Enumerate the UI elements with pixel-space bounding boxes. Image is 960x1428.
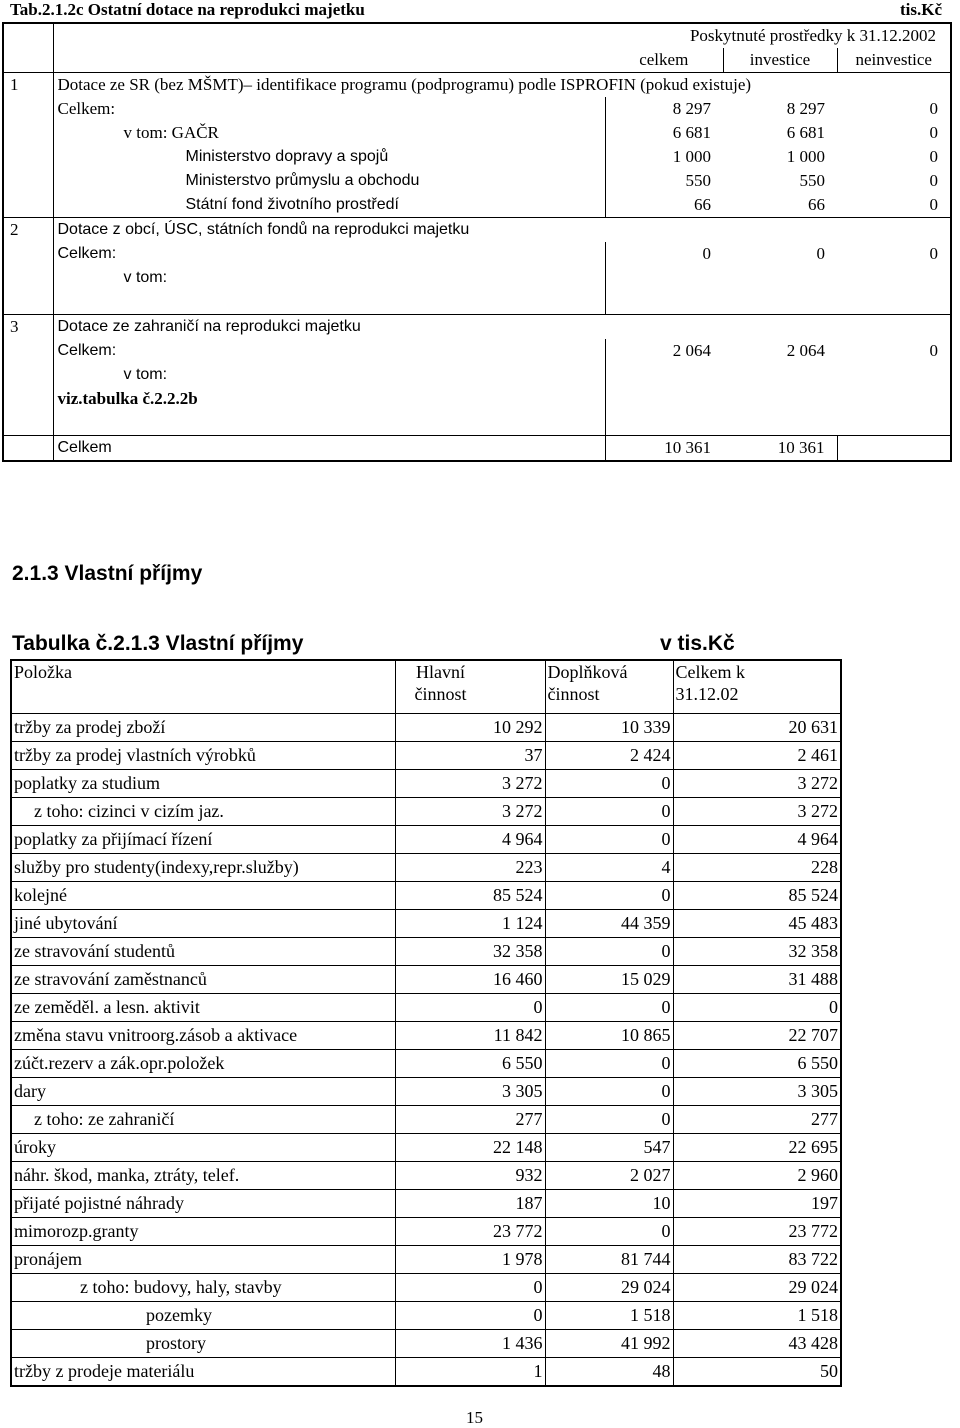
table1-body [3, 23, 951, 461]
table2-cell-hlavni: 22 148 [395, 1134, 545, 1162]
table2-cell-doplnkova: 41 992 [545, 1330, 673, 1358]
table1-row-number [3, 193, 53, 218]
table1-row [3, 290, 951, 315]
table1-cell-celkem [605, 266, 723, 290]
table2-row-label: z toho: budovy, haly, stavby [11, 1274, 395, 1302]
table1-cell-neinvestice: 0 [929, 99, 938, 118]
table2-col-doplnkova-label: Doplňková činnost [547, 662, 628, 704]
table1-row-number: 3 [3, 315, 53, 340]
table1-cell-celkem: 8 297 [605, 97, 723, 121]
table1-cell-investice: 2 064 [786, 341, 825, 360]
table1-row [3, 266, 951, 290]
table2-header-row [11, 660, 841, 714]
table2-row-label: tržby za prodej zboží [11, 714, 395, 742]
table2-row-label: pozemky [11, 1302, 395, 1330]
table1-row-label: v tom: [53, 266, 605, 290]
table1-cell-celkem: 0 [605, 242, 723, 266]
table1-row-label: Celkem: [53, 97, 605, 121]
table2-row-label: tržby za prodej vlastních výrobků [11, 742, 395, 770]
table2-cell-hlavni: 10 292 [395, 714, 545, 742]
table1-cell-investice [723, 411, 837, 436]
table1-row [3, 145, 951, 169]
table2-row-label: zúčt.rezerv a zák.opr.položek [11, 1050, 395, 1078]
table2-row [11, 882, 841, 910]
table2-cell-celkem: 31 488 [673, 966, 841, 994]
table1-cell-neinvestice [837, 387, 951, 411]
table2-cell-hlavni: 1 436 [395, 1330, 545, 1358]
table2-row [11, 1302, 841, 1330]
table1-row [3, 193, 951, 218]
table2-cell-doplnkova: 0 [545, 938, 673, 966]
table2-cell-doplnkova: 48 [545, 1358, 673, 1387]
table1-cell-investice: 8 297 [786, 99, 825, 118]
table2-cell-celkem: 22 695 [673, 1134, 841, 1162]
table1-col-celkem: celkem [605, 48, 723, 73]
table1-row [3, 218, 951, 243]
table2-row [11, 1190, 841, 1218]
table2-cell-celkem: 0 [673, 994, 841, 1022]
table1-cell-celkem [605, 387, 723, 411]
table2-cell-celkem: 1 518 [673, 1302, 841, 1330]
table1-cell-celkem: 550 [605, 169, 723, 193]
table2-row-label: služby pro studenty(indexy,repr.služby) [11, 854, 395, 882]
table1-row [3, 121, 951, 145]
table1-cell-neinvestice: 0 [929, 195, 938, 214]
table1-row [3, 242, 951, 266]
table2-row [11, 1218, 841, 1246]
table1-header-row-cols [3, 48, 951, 73]
table2-row-label: změna stavu vnitroorg.zásob a aktivace [11, 1022, 395, 1050]
table2-cell-hlavni: 223 [395, 854, 545, 882]
section-heading: 2.1.3 Vlastní příjmy [12, 562, 203, 585]
table2-col-celkem-label: Celkem k 31.12.02 [675, 662, 745, 704]
table1-cell-celkem: 2 064 [605, 339, 723, 363]
table2-cell-doplnkova: 1 518 [545, 1302, 673, 1330]
table2-col-doplnkova [545, 660, 673, 714]
table1-row-number [3, 169, 53, 193]
table2-cell-hlavni: 187 [395, 1190, 545, 1218]
table2-cell-celkem: 29 024 [673, 1274, 841, 1302]
table2-title: Tabulka č.2.1.3 Vlastní příjmy [12, 632, 304, 655]
table2-row [11, 742, 841, 770]
table2-cell-hlavni: 0 [395, 1274, 545, 1302]
table1-col-neinvestice: neinvestice [837, 48, 951, 73]
table2-cell-doplnkova: 44 359 [545, 910, 673, 938]
table2-row-label: z toho: cizinci v cizím jaz. [11, 798, 395, 826]
table2-row [11, 798, 841, 826]
table2-row [11, 1050, 841, 1078]
table2-cell-doplnkova: 0 [545, 1078, 673, 1106]
table2-row [11, 1134, 841, 1162]
table2-unit: v tis.Kč [660, 632, 735, 655]
table1-row [3, 73, 951, 98]
table2-cell-doplnkova: 10 865 [545, 1022, 673, 1050]
table2-cell-hlavni: 932 [395, 1162, 545, 1190]
table2-cell-doplnkova: 547 [545, 1134, 673, 1162]
table2-row [11, 714, 841, 742]
table2-cell-hlavni: 3 272 [395, 770, 545, 798]
table2-cell-hlavni: 1 978 [395, 1246, 545, 1274]
table2-cell-doplnkova: 10 [545, 1190, 673, 1218]
table2-cell-doplnkova: 0 [545, 882, 673, 910]
table1-cell-neinvestice [837, 363, 951, 387]
table2-cell-celkem: 3 305 [673, 1078, 841, 1106]
table1-cell-celkem [605, 363, 723, 387]
table1-row-label: Celkem: [53, 339, 605, 363]
table2-row-label: tržby z prodeje materiálu [11, 1358, 395, 1387]
table2-row-label: ze stravování studentů [11, 938, 395, 966]
table2-row-label: mimorozp.granty [11, 1218, 395, 1246]
table1-row-label: v tom: [53, 363, 605, 387]
table2-cell-hlavni: 32 358 [395, 938, 545, 966]
table2-row [11, 854, 841, 882]
table1-row [3, 387, 951, 411]
table2-cell-hlavni: 0 [395, 994, 545, 1022]
table2-cell-hlavni: 85 524 [395, 882, 545, 910]
table1-cell-investice [723, 387, 837, 411]
table1-cell-investice: 550 [799, 171, 825, 190]
table1-cell-celkem: 10 361 [605, 436, 723, 462]
table2-cell-celkem: 32 358 [673, 938, 841, 966]
table1-col-investice: investice [723, 48, 837, 73]
table1-cell-neinvestice: 0 [929, 171, 938, 190]
table1-row [3, 169, 951, 193]
table1-row-number: 2 [3, 218, 53, 243]
table1-cell-celkem [605, 290, 723, 315]
table2-cell-celkem: 228 [673, 854, 841, 882]
table2-cell-celkem: 2 461 [673, 742, 841, 770]
table1-cell-neinvestice: 0 [929, 147, 938, 166]
table2-cell-hlavni: 37 [395, 742, 545, 770]
table1-cell-celkem: 66 [605, 193, 723, 218]
table2-row-label: úroky [11, 1134, 395, 1162]
table1-caption [8, 0, 950, 22]
table2-head [11, 660, 841, 714]
table2-cell-hlavni: 11 842 [395, 1022, 545, 1050]
table2-cell-doplnkova: 4 [545, 854, 673, 882]
table1-cell-investice: 10 361 [723, 436, 837, 462]
table2-row [11, 1162, 841, 1190]
table2-cell-celkem: 277 [673, 1106, 841, 1134]
table1-row-label: Dotace ze zahraničí na reprodukci majetku [53, 315, 951, 340]
table1-header-provided: Poskytnuté prostředky k 31.12.2002 [689, 26, 936, 45]
table1-row-number [3, 290, 53, 315]
table2-cell-hlavni: 16 460 [395, 966, 545, 994]
table1-cell-investice [723, 290, 837, 315]
table2-cell-doplnkova: 0 [545, 1050, 673, 1078]
table2-row-label: ze stravování zaměstnanců [11, 966, 395, 994]
table2-cell-hlavni: 3 272 [395, 798, 545, 826]
table2-cell-celkem: 4 964 [673, 826, 841, 854]
table1-cell-investice: 6 681 [786, 123, 825, 142]
table2-cell-doplnkova: 0 [545, 826, 673, 854]
table2-cell-doplnkova: 0 [545, 770, 673, 798]
table2-cell-celkem: 22 707 [673, 1022, 841, 1050]
table1-row-number [3, 242, 53, 266]
table2-row [11, 938, 841, 966]
table1-row [3, 411, 951, 436]
table2-row-label: dary [11, 1078, 395, 1106]
table1-row-number [3, 339, 53, 363]
table2-cell-hlavni: 1 [395, 1358, 545, 1387]
page-number: 15 [466, 1408, 483, 1427]
table2-cell-celkem: 197 [673, 1190, 841, 1218]
table2-cell-doplnkova: 10 339 [545, 714, 673, 742]
table2-cell-celkem: 20 631 [673, 714, 841, 742]
table2-cell-doplnkova: 0 [545, 798, 673, 826]
table2-row-label: poplatky za přijímací řízení [11, 826, 395, 854]
table1-row-number [3, 145, 53, 169]
table1-cell-investice: 1 000 [786, 147, 825, 166]
table1-row [3, 97, 951, 121]
table2-cell-celkem: 6 550 [673, 1050, 841, 1078]
table1-cell-celkem [605, 411, 723, 436]
table1-cell-investice: 0 [816, 244, 825, 263]
table1-row-number [3, 436, 53, 462]
table2-row-label: kolejné [11, 882, 395, 910]
table2-col-hlavni [395, 660, 545, 714]
table2-cell-doplnkova: 0 [545, 1106, 673, 1134]
table2-cell-doplnkova: 0 [545, 994, 673, 1022]
table2-cell-hlavni: 277 [395, 1106, 545, 1134]
table1-row-number [3, 97, 53, 121]
table1-row-number [3, 266, 53, 290]
table2-cell-doplnkova: 2 424 [545, 742, 673, 770]
table1-row [3, 436, 951, 462]
table2-col-celkem [673, 660, 841, 714]
table2-cell-doplnkova: 0 [545, 1218, 673, 1246]
table2-cell-celkem: 83 722 [673, 1246, 841, 1274]
table2-col-hlavni-label: Hlavní činnost [414, 662, 467, 704]
table2-row-label: z toho: ze zahraničí [11, 1106, 395, 1134]
table2-row [11, 1330, 841, 1358]
table1-cell-investice [723, 266, 837, 290]
table2-cell-celkem: 3 272 [673, 798, 841, 826]
table1-row-label: Celkem [53, 436, 605, 462]
table1-row-number [3, 121, 53, 145]
table2-row-label: pronájem [11, 1246, 395, 1274]
table2-row [11, 1078, 841, 1106]
table2-row [11, 994, 841, 1022]
table1-row [3, 363, 951, 387]
table1-row-label: Dotace z obcí, ÚSC, státních fondů na reprodukci majetku [53, 218, 951, 243]
table2-cell-doplnkova: 81 744 [545, 1246, 673, 1274]
table2-row [11, 1246, 841, 1274]
table2-cell-hlavni: 23 772 [395, 1218, 545, 1246]
table1-row-label: Celkem: [53, 242, 605, 266]
table2-row-label: náhr. škod, manka, ztráty, telef. [11, 1162, 395, 1190]
table1-row-number [3, 387, 53, 411]
table1-row-label: Ministerstvo průmyslu a obchodu [53, 169, 605, 193]
table2-row [11, 1022, 841, 1050]
table2-row [11, 910, 841, 938]
table2-cell-celkem: 45 483 [673, 910, 841, 938]
table1-unit: tis.Kč [899, 0, 942, 19]
table1-header-row-top [3, 23, 951, 48]
table2-cell-celkem: 2 960 [673, 1162, 841, 1190]
table2-cell-celkem: 85 524 [673, 882, 841, 910]
table2-row-label: ze zeměděl. a lesn. aktivit [11, 994, 395, 1022]
table1-cell-investice: 66 [808, 195, 825, 214]
table1-row-label [53, 290, 605, 315]
table1-cell-celkem: 1 000 [605, 145, 723, 169]
table2-row [11, 826, 841, 854]
table2-row [11, 1358, 841, 1387]
table1-row [3, 339, 951, 363]
table2-row [11, 966, 841, 994]
table1-cell-celkem: 6 681 [605, 121, 723, 145]
table2-row-label: jiné ubytování [11, 910, 395, 938]
table2-col-polozka: Položka [11, 660, 395, 714]
table2-cell-doplnkova: 15 029 [545, 966, 673, 994]
table1-cell-neinvestice: 0 [929, 123, 938, 142]
table1-row-label: v tom: GAČR [53, 121, 605, 145]
table2-cell-doplnkova: 29 024 [545, 1274, 673, 1302]
table1-cell-neinvestice [837, 436, 951, 462]
table1-title: Tab.2.1.2c Ostatní dotace na reprodukci majetku [10, 0, 365, 19]
table1-row-label [53, 411, 605, 436]
table1-dotace [2, 22, 952, 462]
table2-cell-celkem: 43 428 [673, 1330, 841, 1358]
table2-cell-hlavni: 6 550 [395, 1050, 545, 1078]
table2-row [11, 1106, 841, 1134]
table1-cell-neinvestice: 0 [929, 341, 938, 360]
table2-body [11, 714, 841, 1387]
table2-row [11, 1274, 841, 1302]
table1-cell-neinvestice [837, 411, 951, 436]
table2-cell-hlavni: 1 124 [395, 910, 545, 938]
table2-cell-hlavni: 0 [395, 1302, 545, 1330]
table2-row-label: poplatky za studium [11, 770, 395, 798]
table1-cell-neinvestice [837, 266, 951, 290]
table1-cell-neinvestice: 0 [929, 244, 938, 263]
table1-row-label: viz.tabulka č.2.2.2b [53, 387, 605, 411]
table1-row-number [3, 411, 53, 436]
table1-cell-investice [723, 363, 837, 387]
table2-cell-celkem: 50 [673, 1358, 841, 1387]
table2-vlastni-prijmy [10, 659, 842, 1387]
table2-cell-celkem: 23 772 [673, 1218, 841, 1246]
table1-row-number [3, 363, 53, 387]
table2-row-label: prostory [11, 1330, 395, 1358]
table2-cell-hlavni: 3 305 [395, 1078, 545, 1106]
table1-row-label: Dotace ze SR (bez MŠMT)– identifikace programu (podprogramu) podle ISPROFIN (pokud existuje) [53, 73, 951, 98]
table2-row-label: přijaté pojistné náhrady [11, 1190, 395, 1218]
table1-row-label: Ministerstvo dopravy a spojů [53, 145, 605, 169]
table2-cell-hlavni: 4 964 [395, 826, 545, 854]
table2-cell-celkem: 3 272 [673, 770, 841, 798]
table1-row-number: 1 [10, 75, 19, 94]
table1-cell-neinvestice [837, 290, 951, 315]
table1-row [3, 315, 951, 340]
table2-cell-doplnkova: 2 027 [545, 1162, 673, 1190]
table1-row-label: Státní fond životního prostředí [53, 193, 605, 218]
table2-row [11, 770, 841, 798]
